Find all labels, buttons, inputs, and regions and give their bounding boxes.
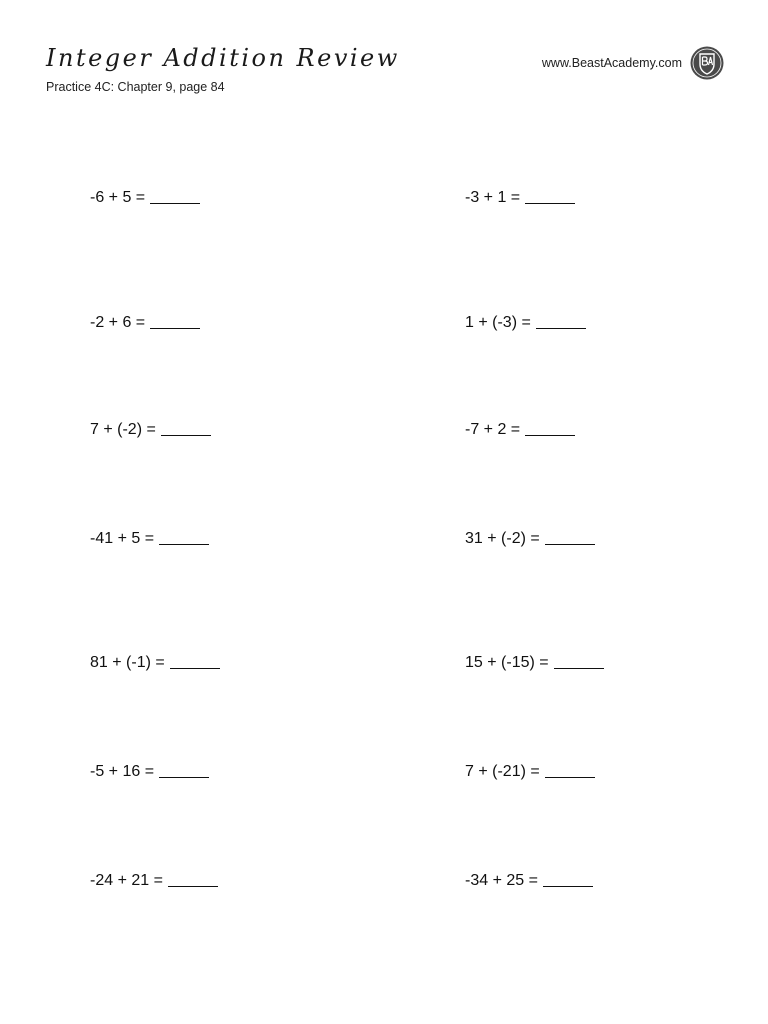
answer-blank[interactable] bbox=[525, 419, 575, 436]
website-link: www.BeastAcademy.com bbox=[541, 56, 682, 70]
problem-left-2 bbox=[90, 312, 200, 332]
answer-blank[interactable] bbox=[170, 652, 220, 669]
answer-blank[interactable] bbox=[150, 187, 200, 204]
problem-left-4 bbox=[90, 528, 209, 548]
problem-expression: -7 + 2 = bbox=[465, 421, 521, 438]
problem-expression: -41 + 5 = bbox=[90, 530, 155, 547]
problem-left-7 bbox=[90, 870, 218, 890]
problem-expression: 31 + (-2) = bbox=[465, 530, 540, 547]
problem-expression: 7 + (-21) = bbox=[465, 763, 540, 780]
answer-blank[interactable] bbox=[554, 652, 604, 669]
problem-expression: -5 + 16 = bbox=[90, 763, 155, 780]
answer-blank[interactable] bbox=[159, 761, 209, 778]
problem-right-1 bbox=[465, 187, 575, 207]
problem-expression: -24 + 21 = bbox=[90, 872, 163, 889]
problem-expression: -6 + 5 = bbox=[90, 189, 146, 206]
problem-right-7 bbox=[465, 870, 593, 890]
answer-blank[interactable] bbox=[168, 870, 218, 887]
problem-expression: 1 + (-3) = bbox=[465, 314, 531, 331]
answer-blank[interactable] bbox=[159, 528, 209, 545]
answer-blank[interactable] bbox=[150, 312, 200, 329]
problem-right-2 bbox=[465, 312, 586, 332]
problem-expression: 15 + (-15) = bbox=[465, 654, 549, 671]
beast-academy-shield-logo-icon bbox=[690, 46, 724, 80]
answer-blank[interactable] bbox=[525, 187, 575, 204]
worksheet-title: Integer Addition Review bbox=[46, 44, 400, 72]
problem-right-5 bbox=[465, 652, 604, 672]
problem-expression: -2 + 6 = bbox=[90, 314, 146, 331]
answer-blank[interactable] bbox=[161, 419, 211, 436]
problem-left-5 bbox=[90, 652, 220, 672]
answer-blank[interactable] bbox=[543, 870, 593, 887]
problem-right-3 bbox=[465, 419, 575, 439]
problem-expression: -3 + 1 = bbox=[465, 189, 521, 206]
answer-blank[interactable] bbox=[536, 312, 586, 329]
problem-expression: -34 + 25 = bbox=[465, 872, 538, 889]
answer-blank[interactable] bbox=[545, 761, 595, 778]
problem-right-6 bbox=[465, 761, 595, 781]
problem-expression: 81 + (-1) = bbox=[90, 654, 165, 671]
answer-blank[interactable] bbox=[545, 528, 595, 545]
problem-expression: 7 + (-2) = bbox=[90, 421, 156, 438]
worksheet-subtitle: Practice 4C: Chapter 9, page 84 bbox=[46, 80, 225, 94]
problem-left-1 bbox=[90, 187, 200, 207]
problem-left-3 bbox=[90, 419, 211, 439]
problem-right-4 bbox=[465, 528, 595, 548]
problem-left-6 bbox=[90, 761, 209, 781]
